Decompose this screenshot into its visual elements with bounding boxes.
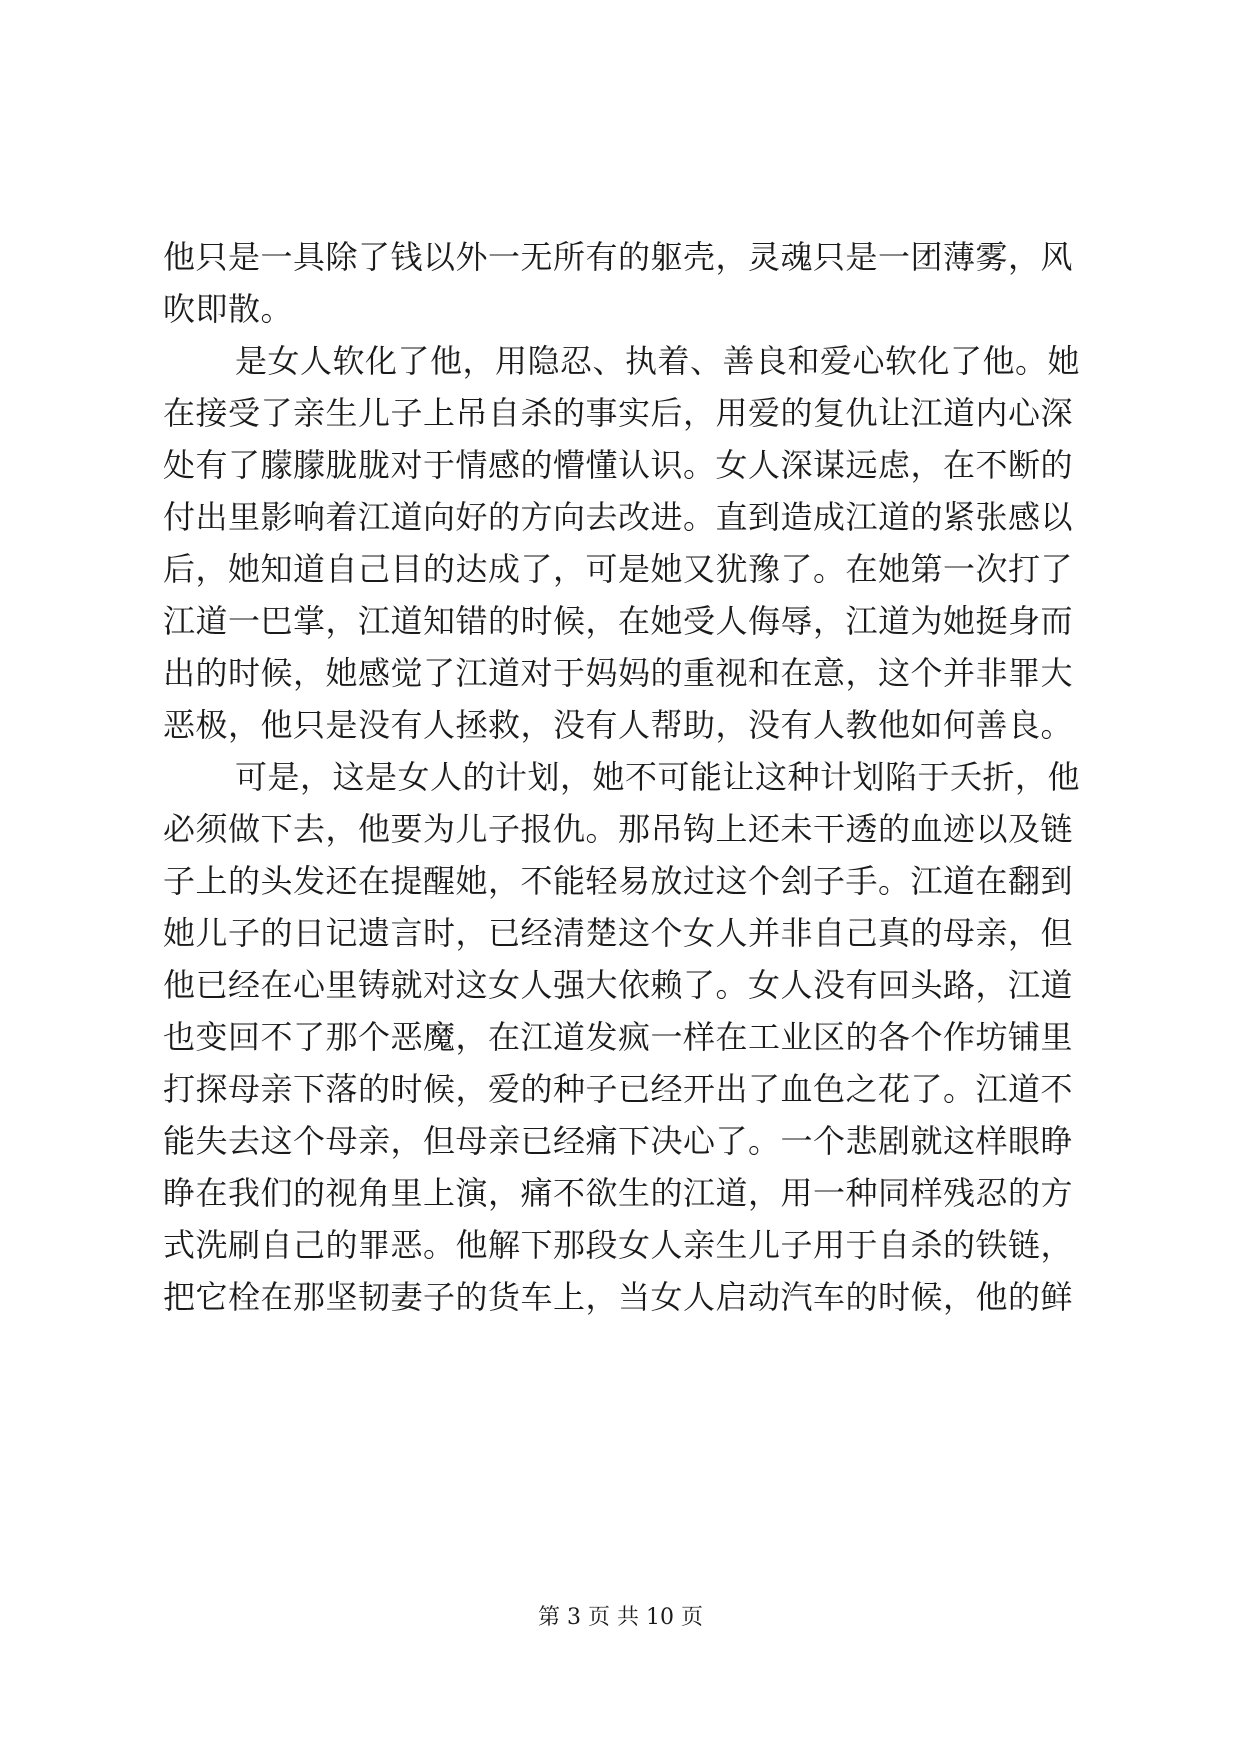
- body-text: [163, 231, 1093, 1323]
- text-line: 出的时候，她感觉了江道对于妈妈的重视和在意，这个并非罪大: [163, 654, 1074, 692]
- text-line: 也变回不了那个恶魔，在江道发疯一样在工业区的各个作坊铺里: [163, 1018, 1074, 1056]
- text-line: 式洗刷自己的罪恶。他解下那段女人亲生儿子用于自杀的铁链，: [163, 1226, 1074, 1264]
- text-line: 他只是一具除了钱以外一无所有的躯壳，灵魂只是一团薄雾，风: [163, 238, 1074, 276]
- text-line: 打探母亲下落的时候，爱的种子已经开出了血色之花了。江道不: [163, 1070, 1074, 1108]
- text-line: 能失去这个母亲，但母亲已经痛下决心了。一个悲剧就这样眼睁: [163, 1122, 1074, 1160]
- text-line: 处有了朦朦胧胧对于情感的懵懂认识。女人深谋远虑，在不断的: [163, 446, 1074, 484]
- text-line: 她儿子的日记遗言时，已经清楚这个女人并非自己真的母亲，但: [163, 914, 1074, 952]
- text-line: 吹即散。: [163, 290, 294, 328]
- text-line: 睁在我们的视角里上演，痛不欲生的江道，用一种同样残忍的方: [163, 1174, 1074, 1212]
- text-line: 付出里影响着江道向好的方向去改进。直到造成江道的紧张感以: [163, 498, 1074, 536]
- text-line: 后，她知道自己目的达成了，可是她又犹豫了。在她第一次打了: [163, 550, 1074, 588]
- text-line: 可是，这是女人的计划，她不可能让这种计划陷于夭折，他: [235, 758, 1081, 796]
- text-line: 是女人软化了他，用隐忍、执着、善良和爱心软化了他。她: [235, 342, 1081, 380]
- text-line: 江道一巴掌，江道知错的时候，在她受人侮辱，江道为她挺身而: [163, 602, 1074, 640]
- page-footer: 第 3 页 共 10 页: [538, 1605, 703, 1630]
- text-line: 他已经在心里铸就对这女人强大依赖了。女人没有回头路，江道: [163, 966, 1074, 1004]
- text-line: 恶极，他只是没有人拯救，没有人帮助，没有人教他如何善良。: [163, 706, 1074, 744]
- text-line: 子上的头发还在提醒她，不能轻易放过这个刽子手。江道在翻到: [163, 862, 1074, 900]
- text-line: 必须做下去，他要为儿子报仇。那吊钩上还未干透的血迹以及链: [163, 810, 1074, 848]
- text-line: 在接受了亲生儿子上吊自杀的事实后，用爱的复仇让江道内心深: [163, 394, 1074, 432]
- text-line: 把它栓在那坚韧妻子的货车上，当女人启动汽车的时候，他的鲜: [163, 1278, 1074, 1316]
